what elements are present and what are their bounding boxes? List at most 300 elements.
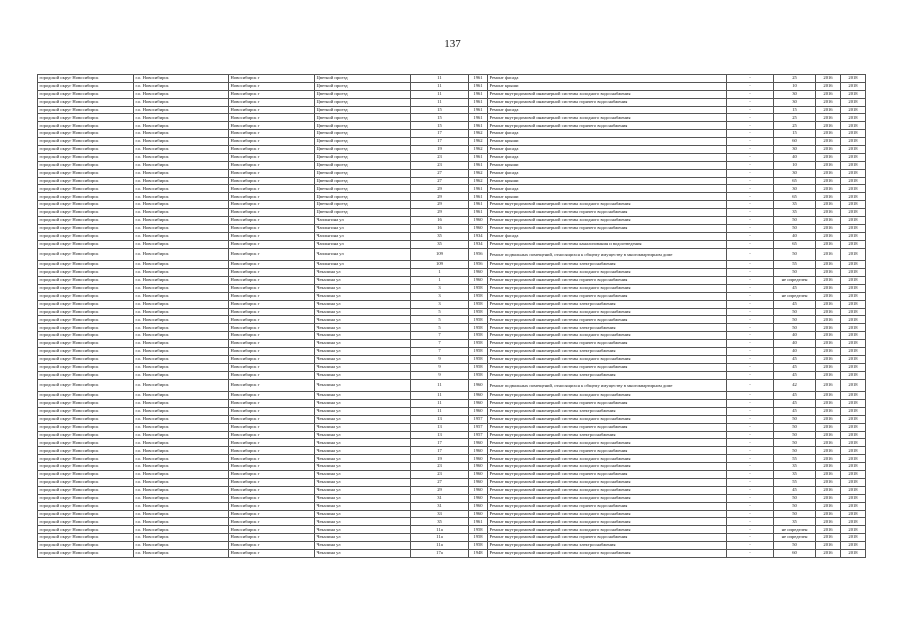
house-number-cell: 5 — [411, 324, 469, 332]
district-cell: г.о. Новосибирск — [134, 82, 229, 90]
street-cell: Чекалина ул — [315, 269, 411, 277]
dash-cell: - — [727, 177, 774, 185]
start-year-cell: 2016 — [816, 502, 841, 510]
dash-cell: - — [727, 324, 774, 332]
work-type-cell: Ремонт внутридомовой инженерной системы холодного водоснабжения — [488, 332, 727, 340]
house-number-cell: 7 — [411, 347, 469, 355]
build-year-cell: 1962 — [469, 177, 488, 185]
table-row — [38, 363, 866, 371]
district-cell: г.о. Новосибирск — [134, 308, 229, 316]
table-row — [38, 518, 866, 526]
table-row — [38, 355, 866, 363]
end-year-cell: 2018 — [841, 447, 866, 455]
street-cell: Чаплыгина ул — [315, 232, 411, 240]
city-cell: Новосибирск г — [229, 463, 315, 471]
house-number-cell: 11а — [411, 534, 469, 542]
district-cell: г.о. Новосибирск — [134, 276, 229, 284]
start-year-cell: 2016 — [816, 363, 841, 371]
city-cell: Новосибирск г — [229, 75, 315, 83]
work-type-cell: Ремонт внутридомовой инженерной системы холодного водоснабжения — [488, 526, 727, 534]
municipality-cell: городской округ Новосибирск — [38, 90, 134, 98]
table-row — [38, 392, 866, 400]
dash-cell: - — [727, 471, 774, 479]
house-number-cell: 7 — [411, 332, 469, 340]
dash-cell: - — [727, 455, 774, 463]
house-number-cell: 35 — [411, 518, 469, 526]
build-year-cell: 1960 — [469, 455, 488, 463]
cost-cell: 40 — [774, 340, 816, 348]
district-cell: г.о. Новосибирск — [134, 130, 229, 138]
city-cell: Новосибирск г — [229, 478, 315, 486]
build-year-cell: 1934 — [469, 232, 488, 240]
dash-cell: - — [727, 400, 774, 408]
municipality-cell: городской округ Новосибирск — [38, 138, 134, 146]
work-type-cell: Ремонт внутридомовой инженерной системы горячего водоснабжения — [488, 224, 727, 232]
end-year-cell: 2018 — [841, 169, 866, 177]
table-row — [38, 423, 866, 431]
table-row — [38, 240, 866, 248]
build-year-cell: 1958 — [469, 534, 488, 542]
table-row — [38, 340, 866, 348]
district-cell: г.о. Новосибирск — [134, 478, 229, 486]
cost-cell: 50 — [774, 510, 816, 518]
city-cell: Новосибирск г — [229, 534, 315, 542]
city-cell: Новосибирск г — [229, 340, 315, 348]
cost-cell: 45 — [774, 284, 816, 292]
cost-cell: 25 — [774, 122, 816, 130]
start-year-cell: 2016 — [816, 455, 841, 463]
work-type-cell: Ремонт внутридомовой инженерной системы горячего водоснабжения — [488, 292, 727, 300]
start-year-cell: 2016 — [816, 526, 841, 534]
house-number-cell: 11 — [411, 75, 469, 83]
district-cell: г.о. Новосибирск — [134, 316, 229, 324]
cost-cell: не определен — [774, 292, 816, 300]
start-year-cell: 2016 — [816, 248, 841, 261]
end-year-cell: 2018 — [841, 332, 866, 340]
house-number-cell: 19 — [411, 146, 469, 154]
city-cell: Новосибирск г — [229, 308, 315, 316]
end-year-cell: 2018 — [841, 232, 866, 240]
street-cell: Чекалина ул — [315, 308, 411, 316]
house-number-cell: 11 — [411, 400, 469, 408]
start-year-cell: 2016 — [816, 439, 841, 447]
start-year-cell: 2016 — [816, 114, 841, 122]
municipality-cell: городской округ Новосибирск — [38, 502, 134, 510]
city-cell: Новосибирск г — [229, 486, 315, 494]
table-row — [38, 161, 866, 169]
end-year-cell: 2018 — [841, 355, 866, 363]
district-cell: г.о. Новосибирск — [134, 300, 229, 308]
municipality-cell: городской округ Новосибирск — [38, 177, 134, 185]
city-cell: Новосибирск г — [229, 153, 315, 161]
dash-cell: - — [727, 146, 774, 154]
house-number-cell: 15 — [411, 122, 469, 130]
district-cell: г.о. Новосибирск — [134, 177, 229, 185]
dash-cell: - — [727, 224, 774, 232]
build-year-cell: 1960 — [469, 224, 488, 232]
municipality-cell: городской округ Новосибирск — [38, 185, 134, 193]
cost-cell: 55 — [774, 455, 816, 463]
city-cell: Новосибирск г — [229, 292, 315, 300]
street-cell: Чекалина ул — [315, 284, 411, 292]
house-number-cell: 27 — [411, 177, 469, 185]
district-cell: г.о. Новосибирск — [134, 542, 229, 550]
city-cell: Новосибирск г — [229, 122, 315, 130]
city-cell: Новосибирск г — [229, 518, 315, 526]
cost-cell: 30 — [774, 185, 816, 193]
cost-cell: 25 — [774, 114, 816, 122]
district-cell: г.о. Новосибирск — [134, 106, 229, 114]
street-cell: Чекалина ул — [315, 292, 411, 300]
municipality-cell: городской округ Новосибирск — [38, 463, 134, 471]
house-number-cell: 3 — [411, 284, 469, 292]
city-cell: Новосибирск г — [229, 355, 315, 363]
cost-cell: 30 — [774, 98, 816, 106]
city-cell: Новосибирск г — [229, 347, 315, 355]
end-year-cell: 2018 — [841, 153, 866, 161]
street-cell: Чекалина ул — [315, 415, 411, 423]
build-year-cell: 1961 — [469, 185, 488, 193]
dash-cell: - — [727, 284, 774, 292]
city-cell: Новосибирск г — [229, 146, 315, 154]
municipality-cell: городской округ Новосибирск — [38, 82, 134, 90]
cost-cell: 30 — [774, 169, 816, 177]
municipality-cell: городской округ Новосибирск — [38, 316, 134, 324]
dash-cell: - — [727, 217, 774, 225]
municipality-cell: городской округ Новосибирск — [38, 332, 134, 340]
house-number-cell: 3 — [411, 300, 469, 308]
start-year-cell: 2016 — [816, 332, 841, 340]
work-type-cell: Ремонт внутридомовой инженерной системы холодного водоснабжения — [488, 486, 727, 494]
street-cell: Чаплыгина ул — [315, 217, 411, 225]
work-type-cell: Ремонт внутридомовой инженерной системы холодного водоснабжения — [488, 549, 727, 557]
cost-cell: 50 — [774, 423, 816, 431]
end-year-cell: 2018 — [841, 193, 866, 201]
build-year-cell: 1958 — [469, 542, 488, 550]
end-year-cell: 2018 — [841, 276, 866, 284]
house-number-cell: 29 — [411, 209, 469, 217]
municipality-cell: городской округ Новосибирск — [38, 240, 134, 248]
cost-cell: 35 — [774, 201, 816, 209]
district-cell: г.о. Новосибирск — [134, 423, 229, 431]
municipality-cell: городской округ Новосибирск — [38, 486, 134, 494]
dash-cell: - — [727, 431, 774, 439]
house-number-cell: 11 — [411, 90, 469, 98]
municipality-cell: городской округ Новосибирск — [38, 209, 134, 217]
cost-cell: 42 — [774, 379, 816, 392]
cost-cell: 45 — [774, 300, 816, 308]
district-cell: г.о. Новосибирск — [134, 146, 229, 154]
city-cell: Новосибирск г — [229, 471, 315, 479]
street-cell: Чекалина ул — [315, 534, 411, 542]
district-cell: г.о. Новосибирск — [134, 392, 229, 400]
end-year-cell: 2018 — [841, 455, 866, 463]
work-type-cell: Ремонт фасада — [488, 75, 727, 83]
house-number-cell: 1 — [411, 269, 469, 277]
cost-cell: 15 — [774, 130, 816, 138]
district-cell: г.о. Новосибирск — [134, 534, 229, 542]
work-type-cell: Ремонт крыши — [488, 177, 727, 185]
dash-cell: - — [727, 549, 774, 557]
dash-cell: - — [727, 138, 774, 146]
start-year-cell: 2016 — [816, 98, 841, 106]
district-cell: г.о. Новосибирск — [134, 240, 229, 248]
start-year-cell: 2016 — [816, 447, 841, 455]
build-year-cell: 1957 — [469, 423, 488, 431]
cost-cell: 50 — [774, 316, 816, 324]
district-cell: г.о. Новосибирск — [134, 455, 229, 463]
work-type-cell: Ремонт внутридомовой инженерной системы холодного водоснабжения — [488, 478, 727, 486]
house-number-cell: 11 — [411, 379, 469, 392]
dash-cell: - — [727, 106, 774, 114]
build-year-cell: 1962 — [469, 146, 488, 154]
cost-cell: 65 — [774, 193, 816, 201]
street-cell: Цветной проезд — [315, 130, 411, 138]
start-year-cell: 2016 — [816, 269, 841, 277]
work-type-cell: Ремонт внутридомовой инженерной системы горячего водоснабжения — [488, 122, 727, 130]
house-number-cell: 23 — [411, 161, 469, 169]
start-year-cell: 2016 — [816, 355, 841, 363]
street-cell: Чекалина ул — [315, 392, 411, 400]
build-year-cell: 1961 — [469, 98, 488, 106]
table-row — [38, 82, 866, 90]
municipality-cell: городской округ Новосибирск — [38, 471, 134, 479]
house-number-cell: 9 — [411, 355, 469, 363]
end-year-cell: 2018 — [841, 423, 866, 431]
house-number-cell: 17 — [411, 447, 469, 455]
house-number-cell: 19 — [411, 455, 469, 463]
cost-cell: 35 — [774, 471, 816, 479]
municipality-cell: городской округ Новосибирск — [38, 355, 134, 363]
table-row — [38, 347, 866, 355]
work-type-cell: Ремонт фасада — [488, 130, 727, 138]
street-cell: Чекалина ул — [315, 455, 411, 463]
end-year-cell: 2018 — [841, 407, 866, 415]
work-type-cell: Ремонт внутридомовой инженерной системы холодного водоснабжения — [488, 415, 727, 423]
house-number-cell: 1 — [411, 276, 469, 284]
table-row — [38, 169, 866, 177]
end-year-cell: 2018 — [841, 510, 866, 518]
district-cell: г.о. Новосибирск — [134, 332, 229, 340]
house-number-cell: 11 — [411, 98, 469, 106]
end-year-cell: 2018 — [841, 161, 866, 169]
municipality-cell: городской округ Новосибирск — [38, 363, 134, 371]
cost-cell: 50 — [774, 431, 816, 439]
start-year-cell: 2016 — [816, 518, 841, 526]
end-year-cell: 2018 — [841, 471, 866, 479]
page-number: 137 — [444, 38, 461, 50]
municipality-cell: городской округ Новосибирск — [38, 75, 134, 83]
city-cell: Новосибирск г — [229, 284, 315, 292]
work-type-cell: Ремонт крыши — [488, 193, 727, 201]
cost-cell: 50 — [774, 415, 816, 423]
dash-cell: - — [727, 447, 774, 455]
build-year-cell: 1960 — [469, 494, 488, 502]
city-cell: Новосибирск г — [229, 269, 315, 277]
build-year-cell: 1961 — [469, 209, 488, 217]
start-year-cell: 2016 — [816, 146, 841, 154]
municipality-cell: городской округ Новосибирск — [38, 130, 134, 138]
dash-cell: - — [727, 355, 774, 363]
work-type-cell: Ремонт внутридомовой инженерной системы электроснабжения — [488, 371, 727, 379]
work-type-cell: Ремонт внутридомовой инженерной системы холодного водоснабжения — [488, 269, 727, 277]
build-year-cell: 1961 — [469, 153, 488, 161]
city-cell: Новосибирск г — [229, 439, 315, 447]
dash-cell: - — [727, 261, 774, 269]
municipality-cell: городской округ Новосибирск — [38, 248, 134, 261]
table-row — [38, 209, 866, 217]
table-row — [38, 185, 866, 193]
table-row — [38, 232, 866, 240]
district-cell: г.о. Новосибирск — [134, 324, 229, 332]
start-year-cell: 2016 — [816, 494, 841, 502]
cost-cell: 35 — [774, 518, 816, 526]
work-type-cell: Ремонт внутридомовой инженерной системы холодного водоснабжения — [488, 201, 727, 209]
city-cell: Новосибирск г — [229, 98, 315, 106]
table-row — [38, 201, 866, 209]
city-cell: Новосибирск г — [229, 177, 315, 185]
cost-cell: 15 — [774, 106, 816, 114]
city-cell: Новосибирск г — [229, 316, 315, 324]
work-type-cell: Ремонт внутридомовой инженерной системы холодного водоснабжения — [488, 284, 727, 292]
work-type-cell: Ремонт внутридомовой инженерной системы горячего водоснабжения — [488, 340, 727, 348]
dash-cell: - — [727, 114, 774, 122]
end-year-cell: 2018 — [841, 518, 866, 526]
city-cell: Новосибирск г — [229, 526, 315, 534]
municipality-cell: городской округ Новосибирск — [38, 510, 134, 518]
dash-cell: - — [727, 494, 774, 502]
municipality-cell: городской округ Новосибирск — [38, 224, 134, 232]
municipality-cell: городской округ Новосибирск — [38, 201, 134, 209]
municipality-cell: городской округ Новосибирск — [38, 261, 134, 269]
street-cell: Цветной проезд — [315, 146, 411, 154]
start-year-cell: 2016 — [816, 224, 841, 232]
start-year-cell: 2016 — [816, 347, 841, 355]
cost-cell: 45 — [774, 400, 816, 408]
cost-cell: 45 — [774, 371, 816, 379]
municipality-cell: городской округ Новосибирск — [38, 232, 134, 240]
municipality-cell: городской округ Новосибирск — [38, 423, 134, 431]
start-year-cell: 2016 — [816, 185, 841, 193]
build-year-cell: 1960 — [469, 379, 488, 392]
dash-cell: - — [727, 502, 774, 510]
house-number-cell: 35 — [411, 232, 469, 240]
end-year-cell: 2018 — [841, 292, 866, 300]
table-row — [38, 316, 866, 324]
house-number-cell: 11 — [411, 82, 469, 90]
start-year-cell: 2016 — [816, 122, 841, 130]
start-year-cell: 2016 — [816, 106, 841, 114]
dash-cell: - — [727, 269, 774, 277]
work-type-cell: Ремонт внутридомовой инженерной системы горячего водоснабжения — [488, 423, 727, 431]
end-year-cell: 2018 — [841, 347, 866, 355]
house-number-cell: 11а — [411, 526, 469, 534]
end-year-cell: 2018 — [841, 217, 866, 225]
end-year-cell: 2018 — [841, 114, 866, 122]
dash-cell: - — [727, 209, 774, 217]
cost-cell: 35 — [774, 209, 816, 217]
district-cell: г.о. Новосибирск — [134, 292, 229, 300]
street-cell: Чекалина ул — [315, 379, 411, 392]
work-type-cell: Ремонт фасада — [488, 169, 727, 177]
start-year-cell: 2016 — [816, 177, 841, 185]
end-year-cell: 2018 — [841, 209, 866, 217]
cost-cell: 50 — [774, 542, 816, 550]
cost-cell: 30 — [774, 146, 816, 154]
municipality-cell: городской округ Новосибирск — [38, 371, 134, 379]
work-type-cell: Ремонт внутридомовой инженерной системы холодного водоснабжения — [488, 355, 727, 363]
table-row — [38, 379, 866, 392]
city-cell: Новосибирск г — [229, 324, 315, 332]
end-year-cell: 2018 — [841, 269, 866, 277]
street-cell: Чаплыгина ул — [315, 224, 411, 232]
house-number-cell: 9 — [411, 371, 469, 379]
street-cell: Чекалина ул — [315, 510, 411, 518]
work-type-cell: Ремонт внутридомовой инженерной системы горячего водоснабжения — [488, 502, 727, 510]
cost-cell: 50 — [774, 447, 816, 455]
street-cell: Чекалина ул — [315, 407, 411, 415]
street-cell: Цветной проезд — [315, 177, 411, 185]
dash-cell: - — [727, 308, 774, 316]
municipality-cell: городской округ Новосибирск — [38, 542, 134, 550]
work-type-cell: Ремонт внутридомовой инженерной системы электроснабжения — [488, 407, 727, 415]
district-cell: г.о. Новосибирск — [134, 75, 229, 83]
work-type-cell: Ремонт внутридомовой инженерной системы холодного водоснабжения — [488, 114, 727, 122]
table-row — [38, 502, 866, 510]
dash-cell: - — [727, 201, 774, 209]
build-year-cell: 1960 — [469, 217, 488, 225]
house-number-cell: 13 — [411, 415, 469, 423]
house-number-cell: 29 — [411, 185, 469, 193]
build-year-cell: 1961 — [469, 201, 488, 209]
dash-cell: - — [727, 340, 774, 348]
cost-cell: 50 — [774, 269, 816, 277]
street-cell: Чекалина ул — [315, 324, 411, 332]
cost-cell: 50 — [774, 494, 816, 502]
end-year-cell: 2018 — [841, 185, 866, 193]
start-year-cell: 2016 — [816, 400, 841, 408]
city-cell: Новосибирск г — [229, 261, 315, 269]
end-year-cell: 2018 — [841, 90, 866, 98]
start-year-cell: 2016 — [816, 308, 841, 316]
municipality-cell: городской округ Новосибирск — [38, 340, 134, 348]
build-year-cell: 1960 — [469, 478, 488, 486]
table-row — [38, 455, 866, 463]
start-year-cell: 2016 — [816, 431, 841, 439]
end-year-cell: 2018 — [841, 463, 866, 471]
dash-cell: - — [727, 407, 774, 415]
house-number-cell: 29 — [411, 201, 469, 209]
city-cell: Новосибирск г — [229, 542, 315, 550]
dash-cell: - — [727, 478, 774, 486]
build-year-cell: 1956 — [469, 261, 488, 269]
street-cell: Чекалина ул — [315, 355, 411, 363]
city-cell: Новосибирск г — [229, 400, 315, 408]
city-cell: Новосибирск г — [229, 549, 315, 557]
dash-cell: - — [727, 169, 774, 177]
cost-cell: не определен — [774, 276, 816, 284]
district-cell: г.о. Новосибирск — [134, 217, 229, 225]
table-row — [38, 114, 866, 122]
table-row — [38, 510, 866, 518]
table-row — [38, 248, 866, 261]
house-number-cell: 27 — [411, 169, 469, 177]
build-year-cell: 1960 — [469, 510, 488, 518]
start-year-cell: 2016 — [816, 324, 841, 332]
dash-cell: - — [727, 486, 774, 494]
work-type-cell: Ремонт крыши — [488, 138, 727, 146]
end-year-cell: 2018 — [841, 248, 866, 261]
